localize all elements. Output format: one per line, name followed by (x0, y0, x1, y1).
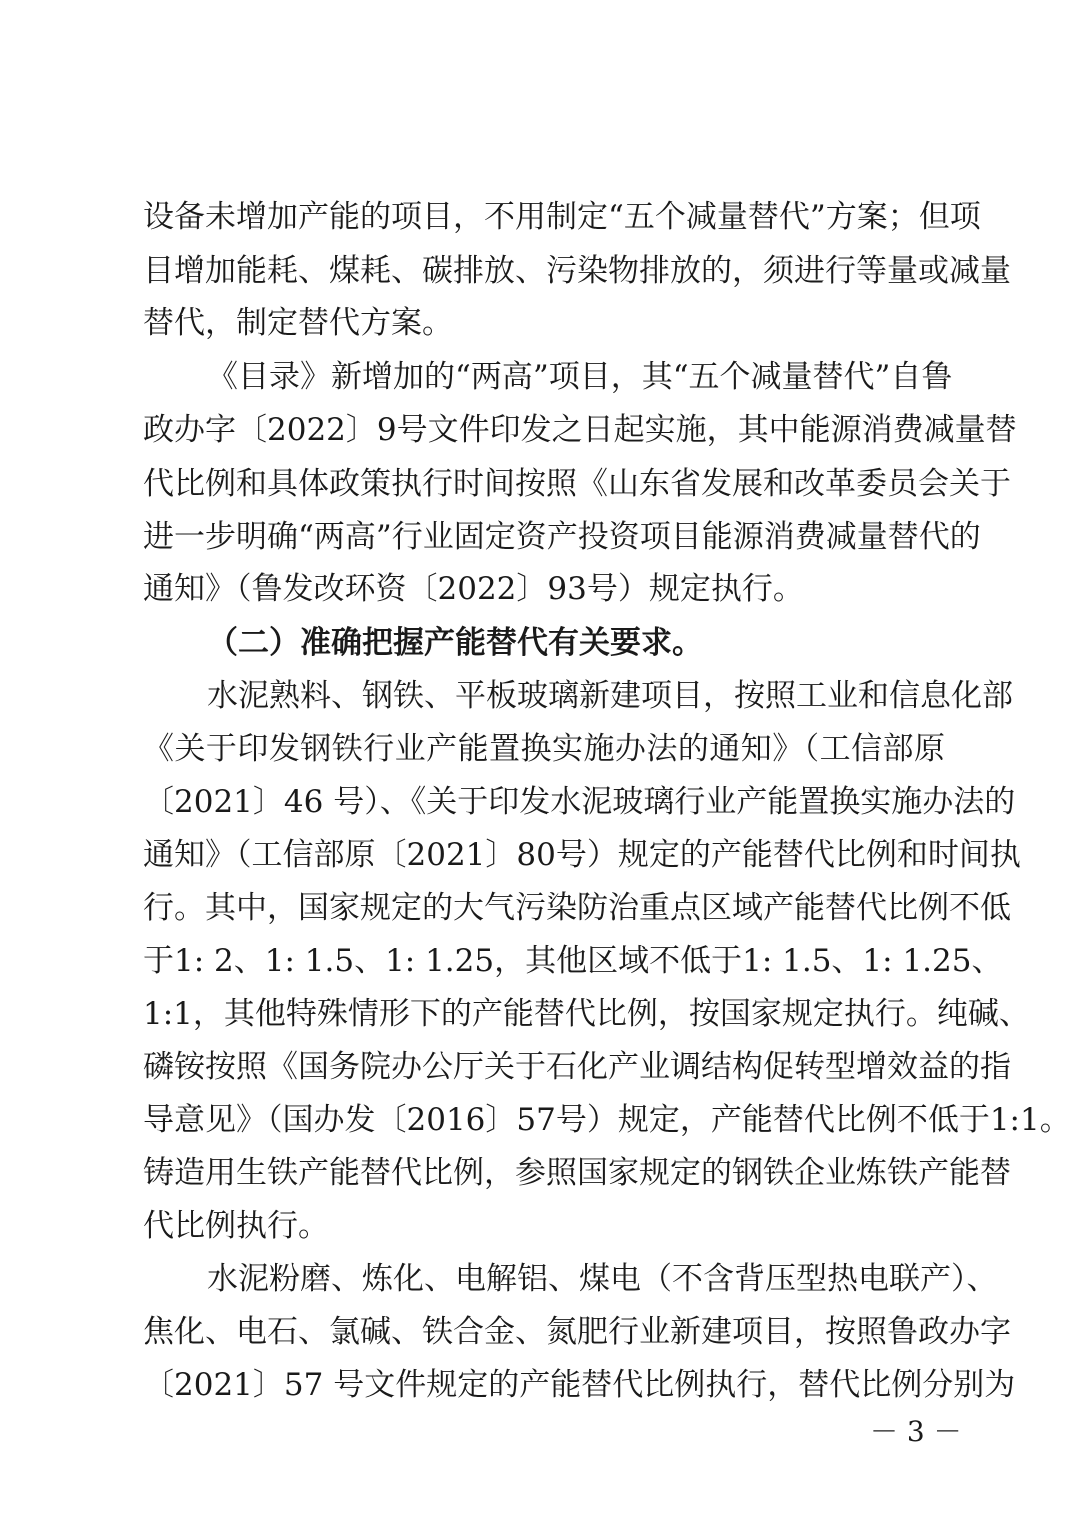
section-heading: （二）准确把握产能替代有关要求。 (207, 625, 703, 661)
text-line: 政办字〔2022〕9号文件印发之日起实施，其中能源消费减量替 (143, 412, 1017, 448)
text-line: 代比例和具体政策执行时间按照《山东省发展和改革委员会关于 (143, 466, 1011, 502)
text-line: 《关于印发钢铁行业产能置换实施办法的通知》（工信部原 (143, 731, 945, 767)
text-line: 替代，制定替代方案。 (143, 305, 453, 341)
text-line: 〔2021〕46 号）、《关于印发水泥玻璃行业产能置换实施办法的 (143, 784, 1016, 820)
text-line: 水泥熟料、钢铁、平板玻璃新建项目，按照工业和信息化部 (207, 678, 1013, 714)
text-line: 设备未增加产能的项目，不用制定“五个减量替代”方案；但项 (143, 199, 981, 235)
text-line: 水泥粉磨、炼化、电解铝、煤电（不含背压型热电联产）、 (207, 1261, 998, 1297)
text-line: 通知》（鲁发改环资〔2022〕93号）规定执行。 (143, 571, 804, 607)
text-line: 《目录》新增加的“两高”项目，其“五个减量替代”自鲁 (207, 359, 953, 395)
text-line: 代比例执行。 (143, 1208, 329, 1244)
text-line: 焦化、电石、氯碱、铁合金、氮肥行业新建项目，按照鲁政办字 (143, 1314, 1011, 1350)
text-line: 于1: 2、1: 1.5、1: 1.25，其他区域不低于1: 1.5、1: 1.25、 (143, 943, 1003, 979)
text-line: 导意见》（国办发〔2016〕57号）规定，产能替代比例不低于1:1。 (143, 1102, 1071, 1138)
text-line: 磷铵按照《国务院办公厅关于石化产业调结构促转型增效益的指 (143, 1049, 1011, 1085)
text-line: 〔2021〕57 号文件规定的产能替代比例执行，替代比例分别为 (143, 1367, 1016, 1403)
page-number: － 3 － (870, 1415, 962, 1448)
text-line: 行。其中，国家规定的大气污染防治重点区域产能替代比例不低 (143, 890, 1011, 926)
text-line: 通知》（工信部原〔2021〕80号）规定的产能替代比例和时间执 (143, 837, 1021, 873)
text-line: 目增加能耗、煤耗、碳排放、污染物排放的，须进行等量或减量 (143, 253, 1011, 289)
text-line: 1:1，其他特殊情形下的产能替代比例，按国家规定执行。纯碱、 (143, 996, 1030, 1032)
text-line: 进一步明确“两高”行业固定资产投资项目能源消费减量替代的 (143, 519, 981, 555)
text-line: 铸造用生铁产能替代比例，参照国家规定的钢铁企业炼铁产能替 (143, 1155, 1011, 1191)
